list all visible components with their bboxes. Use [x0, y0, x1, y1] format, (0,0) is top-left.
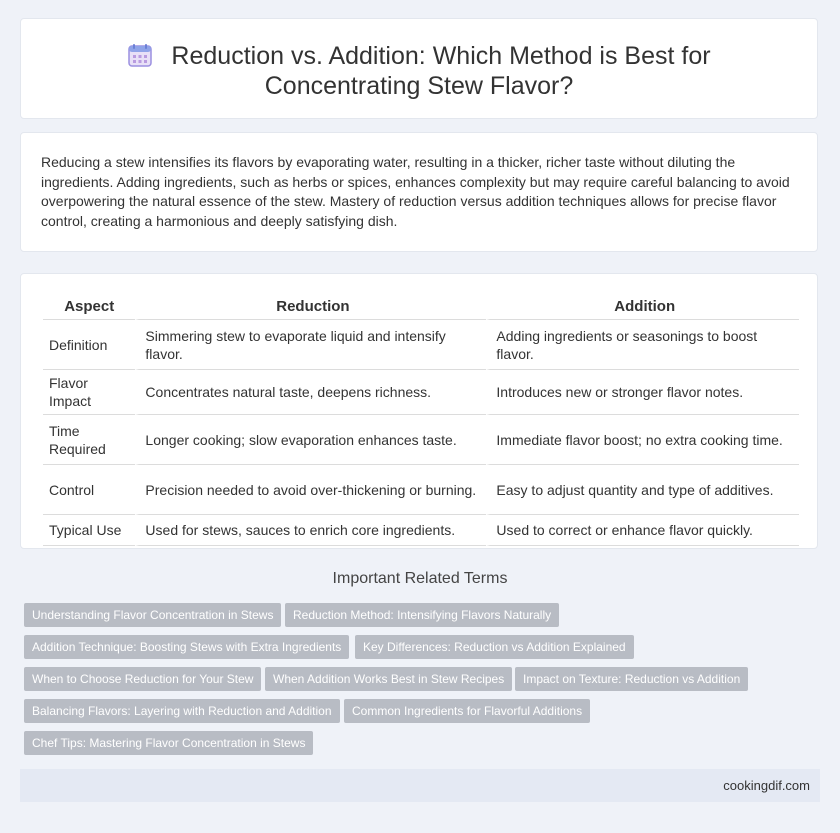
cell-reduction: Simmering stew to evaporate liquid and intensify flavor. — [135, 320, 486, 370]
table-row — [43, 370, 799, 415]
cell-aspect: Flavor Impact — [43, 370, 135, 415]
term-tag[interactable]: When to Choose Reduction for Your Stew — [24, 667, 261, 691]
term-tag[interactable]: Key Differences: Reduction vs Addition Explained — [355, 635, 634, 659]
cell-aspect: Control — [43, 465, 135, 515]
cell-addition: Adding ingredients or seasonings to boost flavor. — [486, 320, 799, 370]
term-tag[interactable]: Reduction Method: Intensifying Flavors Naturally — [285, 603, 559, 627]
table-row — [43, 465, 799, 515]
cell-addition: Immediate flavor boost; no extra cooking time. — [486, 415, 799, 465]
cell-addition: Introduces new or stronger flavor notes. — [486, 370, 799, 415]
page-title: Reduction vs. Addition: Which Method is Best for Concentrating Stew Flavor? — [171, 42, 711, 100]
related-terms-title: Important Related Terms — [332, 570, 508, 587]
term-tag[interactable]: Common Ingredients for Flavorful Additions — [344, 699, 590, 723]
calendar-grid-icon — [127, 42, 153, 68]
term-tag[interactable]: Impact on Texture: Reduction vs Addition — [515, 667, 748, 691]
header-aspect: Aspect — [43, 294, 135, 320]
table-row — [43, 515, 799, 546]
comparison-card — [20, 273, 818, 549]
footer-bar — [20, 769, 820, 802]
header-reduction: Reduction — [135, 294, 486, 320]
term-tag[interactable]: Chef Tips: Mastering Flavor Concentration in Stews — [24, 731, 313, 755]
term-tag[interactable]: Addition Technique: Boosting Stews with Extra Ingredients — [24, 635, 349, 659]
cell-aspect: Typical Use — [43, 515, 135, 546]
cell-reduction: Longer cooking; slow evaporation enhances taste. — [135, 415, 486, 465]
header-card — [20, 18, 818, 119]
cell-addition: Easy to adjust quantity and type of additives. — [486, 465, 799, 515]
intro-paragraph: Reducing a stew intensifies its flavors by evaporating water, resulting in a thicker, richer taste without diluting the ingredients. Adding ingredients, such as herbs or spices, enhances complexity but may require careful balancing to avoid overpowering the natural essence of the stew. Mastery of reduction versus addition techniques allows for precise flavor control, creating a harmonious and deeply satisfying dish. — [41, 154, 790, 229]
cell-reduction: Precision needed to avoid over-thickening or burning. — [135, 465, 486, 515]
term-tag[interactable]: Balancing Flavors: Layering with Reduction and Addition — [24, 699, 340, 723]
table-header-row — [43, 294, 799, 320]
term-tag[interactable]: Understanding Flavor Concentration in Stews — [24, 603, 281, 627]
page-title-row — [21, 41, 817, 101]
table-row — [43, 320, 799, 370]
cell-aspect: Time Required — [43, 415, 135, 465]
cell-reduction: Concentrates natural taste, deepens richness. — [135, 370, 486, 415]
cell-addition: Used to correct or enhance flavor quickly. — [486, 515, 799, 546]
footer-site-link[interactable]: cookingdif.com — [723, 778, 810, 793]
comparison-table — [43, 294, 799, 546]
term-tag[interactable]: When Addition Works Best in Stew Recipes — [265, 667, 512, 691]
cell-aspect: Definition — [43, 320, 135, 370]
header-addition: Addition — [486, 294, 799, 320]
intro-card — [20, 132, 818, 252]
cell-reduction: Used for stews, sauces to enrich core ingredients. — [135, 515, 486, 546]
table-row — [43, 415, 799, 465]
